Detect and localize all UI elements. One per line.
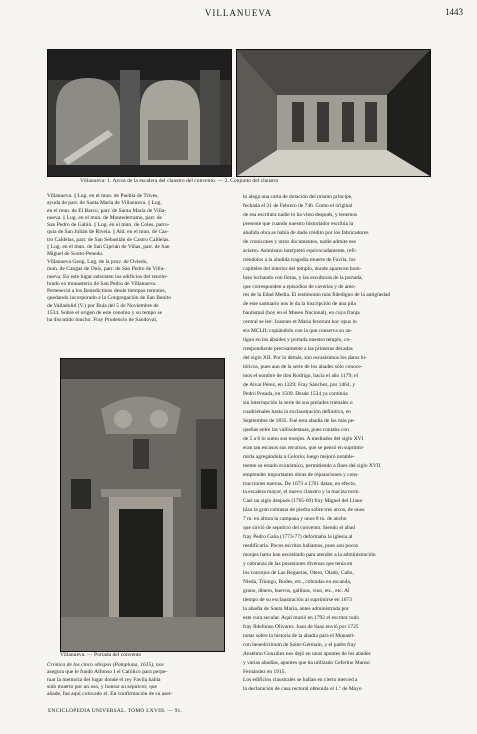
- text-line: mirla agregándola a Celorio; luego mejoró notable-: [243, 453, 355, 460]
- text-line: trucciones nuevas. De 1673 a 1701 datan, en efecto,: [243, 480, 357, 487]
- text-line: y varias abadías, apuntes que ha utilizado Ceferino Manso: [243, 659, 370, 666]
- running-header-title: VILLANUEVA: [204, 8, 273, 18]
- text-line: quia de San Julián de Rivela. || Ald. en el mun. de Cas-: [47, 229, 169, 236]
- text-line: aludida obra se había de dado crédito por los fabricadores: [243, 229, 369, 236]
- text-line: Villanueva Geog. Lug. de la prov. de Oviedo,: [47, 259, 148, 265]
- portal-photo-caption: Villanueva. — Portada del convento: [60, 652, 142, 658]
- right-column: [243, 193, 433, 705]
- text-line: brado ex monasterio de San Pedro de Villanueva.: [47, 280, 157, 287]
- photo-cloister-stair-arches: [47, 49, 232, 177]
- text-line: mente su estado económico, permitiendo a fines del siglo XVII: [243, 462, 381, 469]
- text-line: fray Ildefonso Olivares. Juan de Saaz envió por 1725: [243, 623, 359, 630]
- text-line: queñas entre las vallisoletanas, pues contaba con: [243, 426, 349, 433]
- text-line: nueva. En este lugar subsisten los edificios del renom-: [47, 273, 168, 280]
- text-line: en el mun. de El Barco, parr. de Santa María de Villa-: [47, 207, 167, 214]
- text-line: la declaración de casa rectoral obtenida el 1.º de Mayo: [243, 686, 362, 693]
- text-line: mun. de Cangas de Onís, parr. de San Pedro de Villa-: [47, 266, 166, 273]
- page-footer: ENCICLOPEDIA UNIVERSAL. TOMO LXVIII. — 91.: [48, 708, 183, 714]
- page-number: 1443: [445, 7, 463, 17]
- text-line: Nieda, Triongo, Bodes, etc., cobradas en escanda,: [243, 578, 352, 585]
- top-photos-caption: Villanueva: 1. Arcos de la escalera del claustro del convento. — 2. Conjunto del claustro: [80, 178, 279, 184]
- text-line: bres luchando con fieras, y las esculturas de la portada,: [243, 274, 363, 281]
- text-line: 7 m. en altura la campana y unos 8 m. de ancho: [243, 516, 347, 523]
- text-line: ayuda de parr. de Santa María de Villanueva. || Lug.: [47, 200, 162, 207]
- text-line: acierto. Asimismo interpretó equivocadamente, refi-: [243, 247, 357, 254]
- text-line: sin interrupción la serie de sus prelados trienales o: [243, 399, 353, 406]
- text-line: presente que cuando nuestro historiador escribía la: [243, 220, 354, 227]
- text-line: Anselmo González nos dejó en unos apuntes de los abades: [243, 650, 371, 657]
- text-line: con benedictinum de Saint-Germain, y el padre fray: [243, 641, 356, 648]
- text-line: Fernández en 1915.: [243, 668, 286, 675]
- text-line: Villanueva. || Lug. en el mun. de Puebla de Trives,: [47, 193, 159, 199]
- text-line: fray Pedro Gaña (1773-77) deformaba la iglesia al: [243, 534, 353, 541]
- text-line: que sirvió de sepulcro del convento. Siendo el abad: [243, 525, 355, 532]
- text-line: rrespondiente precisamente a las primeras décadas: [243, 346, 353, 353]
- text-line: fechada el 21 de Febrero de 746. Como el original: [243, 202, 353, 209]
- left-column-top: [47, 193, 237, 263]
- text-line: que corresponden a episodios de caverías y de amo-: [243, 283, 356, 290]
- text-line: de Alvar Pérez, en 1329; Fray Sánchez, por 1464, y: [243, 382, 356, 389]
- text-line: nueva. || Lug. en el mun. de Montederramo, parr. de: [47, 214, 162, 221]
- text-line: tiempo de su exclaustración al suprimirse en 1673: [243, 596, 352, 603]
- text-line: era MCLII; copiándolo con la que conserva su an-: [243, 328, 353, 335]
- text-line: y cobranza de las posesiones diversas que tenía en: [243, 561, 353, 568]
- text-line: res de la Edad Media. El testimonio más fidedigno de la antigüedad: [243, 292, 391, 299]
- text-line: Septiembre de 1835. Fué esta abadía de las más pe-: [243, 417, 356, 424]
- text-line: asegura que le fundó Alfonso I el Católico para perpe-: [47, 669, 168, 676]
- text-line: Perteneció a los Benedictinos desde tiempos remotos,: [47, 288, 167, 294]
- left-column-entry: [47, 259, 237, 329]
- text-line: grano, dinero, huevos, gallinas, vino, etc., etc. Al: [243, 587, 350, 594]
- text-line: reedificarla. Pocos escritos hallamos, pues son pocos: [243, 543, 359, 550]
- text-line: tro Caldelas, parr. de San Sebastián de Castro Caldelas.: [47, 236, 170, 243]
- text-line: sido muerto por un oso, y honrar su sepulcro; que: [47, 683, 157, 690]
- text-line: añade, fué aquí colocado el. En confirmación de su aser-: [47, 691, 173, 697]
- text-line: de este santuario nos le da la inscripción de una pila: [243, 301, 356, 308]
- text-line: Pedro Posada, en 1509. Desde 1534 ya continúa: [243, 390, 348, 397]
- text-line: tiguo en los ábsides y portada nuestro templo, co-: [243, 337, 351, 344]
- text-line: del siglo XII. Por lo demás, son escasísimos los datos hi-: [243, 355, 367, 362]
- text-line: ha discutido mucho. Fray Prudencio de Sandoval,: [47, 317, 158, 323]
- text-line: de Valladolid (V.) por Bula del 5 de Noviembre de: [47, 302, 159, 309]
- text-line: San Pedro de Gabín. || Lug. en el mun. de Coles, parro-: [47, 222, 170, 228]
- text-line: to alega una carta de dotación del mismo príncipe,: [243, 194, 353, 200]
- text-line: este cura secular. Aquí murió en 1792 el escritor todo: [243, 614, 359, 621]
- text-line: la abadía de Santa María, antes administrada por: [243, 605, 349, 612]
- text-line: quedando incorporado a la Congregación de San Benito: [47, 295, 171, 302]
- text-line: Los edificios claustrales se hallan en cierto merced a: [243, 677, 358, 684]
- text-line: capiteles del interior del templo, donde aparecen hom-: [243, 265, 362, 272]
- text-line: central se lee: Joannes et Maria fecerunt hoc opus in: [243, 319, 357, 326]
- text-line: bautismal (hoy en el Museo Nacional), en cuya franja: [243, 310, 360, 317]
- text-line: la escalera mayor, el nuevo claustro y la maciza torre.: [243, 489, 360, 496]
- text-line: cuadrienales hasta la exclaustración definitiva, en: [243, 408, 351, 415]
- text-line: Casi un siglo después (1765-69) fray Miguel del Llano: [243, 498, 363, 505]
- text-line: tuar la memoria del lugar donde el rey Favila había: [47, 676, 161, 683]
- text-line: notas sobre la historia de la abadía para el Monasti-: [243, 632, 355, 639]
- text-line: || Lug. en el mun. de San Ciprián de Viñas, parr. de San: [47, 243, 170, 250]
- text-line: de esa escritura nadie lo ha visto después, y tenemos: [243, 211, 358, 218]
- text-line: de cronicones y otros documentos, nadie admite ese: [243, 238, 356, 245]
- text-line: hizo la gran colmena de piedra sobre tres arcos, de unos: [243, 507, 365, 514]
- photo-cloister-overview: [236, 49, 431, 177]
- text-line: monjes harto han necesitado para atender a la administración: [243, 552, 376, 559]
- text-line: tóricos, pues aun de la serie de los abades sólo conoce-: [243, 364, 363, 371]
- text-line: mos el nombre de don Rodrigo, hacia el año 1179; el: [243, 373, 359, 380]
- photo-convent-portal: [60, 358, 225, 652]
- text-line: emprender importantes obras de reparaciones y cons-: [243, 471, 359, 478]
- text-line: Miguel de Souto-Penedo.: [47, 251, 104, 257]
- text-line: los concejos de Las Regueras, Otero, Olado, Caño,: [243, 570, 354, 577]
- text-line: riéndolos a la aludida tragedia muerte de Favila, los: [243, 256, 356, 263]
- text-line: de 5 a 6 lo sumo sus monjes. A mediados del siglo XVI: [243, 435, 364, 442]
- left-column-bottom: [47, 662, 237, 700]
- text-line: Crónica de los cinco obispos (Pamplona, 1615), nos: [47, 662, 164, 668]
- text-line: 1534. Sobre el origen de este cenobio y su tempo se: [47, 309, 163, 316]
- text-line: eran tan escasos sus recursos, que se pensó en suprimir-: [243, 444, 365, 451]
